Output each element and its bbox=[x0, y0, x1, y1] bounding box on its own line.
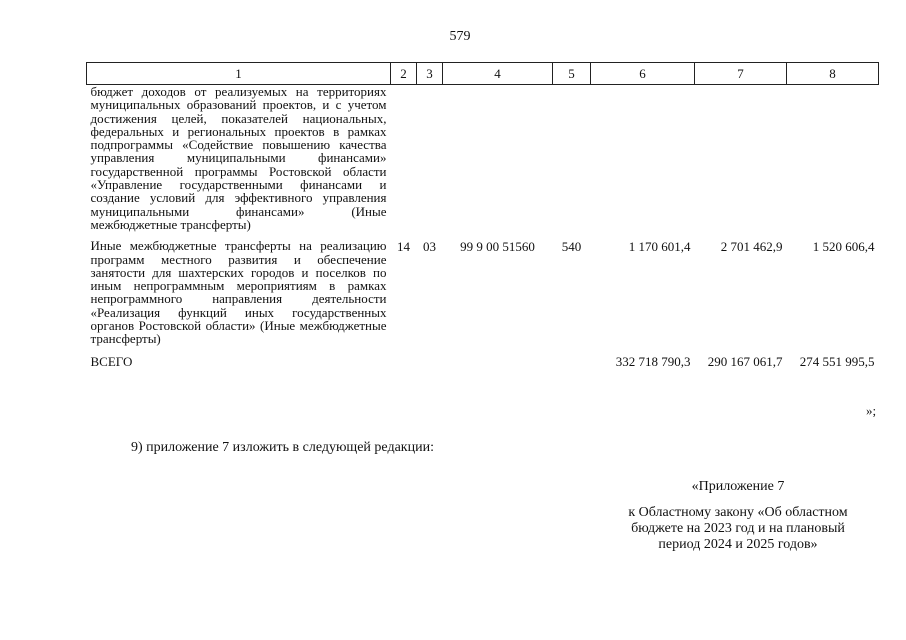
column-header: 1 bbox=[87, 63, 391, 85]
row-amount-2024: 2 701 462,9 bbox=[720, 239, 783, 255]
column-header: 6 bbox=[591, 63, 695, 85]
closing-quote-mark: »; bbox=[866, 403, 877, 418]
column-header: 5 bbox=[553, 63, 591, 85]
row-vr bbox=[553, 85, 591, 232]
column-header: 7 bbox=[695, 63, 787, 85]
appendix-line: период 2024 и 2025 годов» bbox=[658, 537, 818, 552]
table-header-row bbox=[87, 63, 879, 85]
row-amount-2024 bbox=[695, 85, 787, 232]
row-rz: 14 bbox=[397, 239, 410, 255]
amendment-instruction: 9) приложение 7 изложить в следующей редакции: bbox=[131, 440, 434, 455]
row-csr: 99 9 00 51560 bbox=[460, 239, 535, 255]
column-header: 2 bbox=[391, 63, 417, 85]
appendix-heading bbox=[610, 479, 866, 553]
total-row bbox=[87, 346, 879, 370]
row-amount-2023: 1 170 601,4 bbox=[628, 239, 691, 255]
row-rz bbox=[391, 85, 417, 232]
page-number: 579 bbox=[449, 29, 471, 44]
table-row bbox=[87, 231, 879, 345]
column-header: 4 bbox=[443, 63, 553, 85]
row-amount-2025 bbox=[787, 85, 879, 232]
column-header: 3 bbox=[417, 63, 443, 85]
total-amount-2024: 290 167 061,7 bbox=[707, 353, 783, 369]
total-label: ВСЕГО bbox=[90, 353, 133, 369]
row-vr: 540 bbox=[561, 239, 582, 255]
budget-table bbox=[86, 62, 879, 370]
total-amount-2023: 332 718 790,3 bbox=[615, 353, 691, 369]
row-pr bbox=[417, 85, 443, 232]
total-amount-2025: 274 551 995,5 bbox=[799, 353, 875, 369]
appendix-line: бюджете на 2023 год и на плановый bbox=[631, 521, 845, 536]
row-description: бюджет доходов от реализуемых на территориях муниципальных образований проектов, и с учетом достижения целей, показателей национальных, федеральных и региональных проектов в рамках подпрограммы «Содействие повышению качества управления муниципальными финансами» государственной программы Ростовской области «Управление государственными финансами и создание условий для эффективного управления муниципальными финансами» (Иные межбюджетные трансферты) bbox=[90, 84, 387, 232]
row-description: Иные межбюджетные трансферты на реализацию программ местного развития и обеспечение занятости для шахтерских городов и поселков по иным непрограммным мероприятиям в рамках непрограммного направления деятельности «Реализация функций иных государственных органов Ростовской области» (Иные межбюджетные трансферты) bbox=[90, 238, 387, 347]
column-header: 8 bbox=[787, 63, 879, 85]
row-amount-2023 bbox=[591, 85, 695, 232]
appendix-title: «Приложение 7 bbox=[691, 479, 785, 494]
appendix-line: к Областному закону «Об областном bbox=[628, 505, 848, 520]
table-row bbox=[87, 85, 879, 232]
row-pr: 03 bbox=[423, 239, 436, 255]
row-amount-2025: 1 520 606,4 bbox=[812, 239, 875, 255]
row-csr bbox=[443, 85, 553, 232]
